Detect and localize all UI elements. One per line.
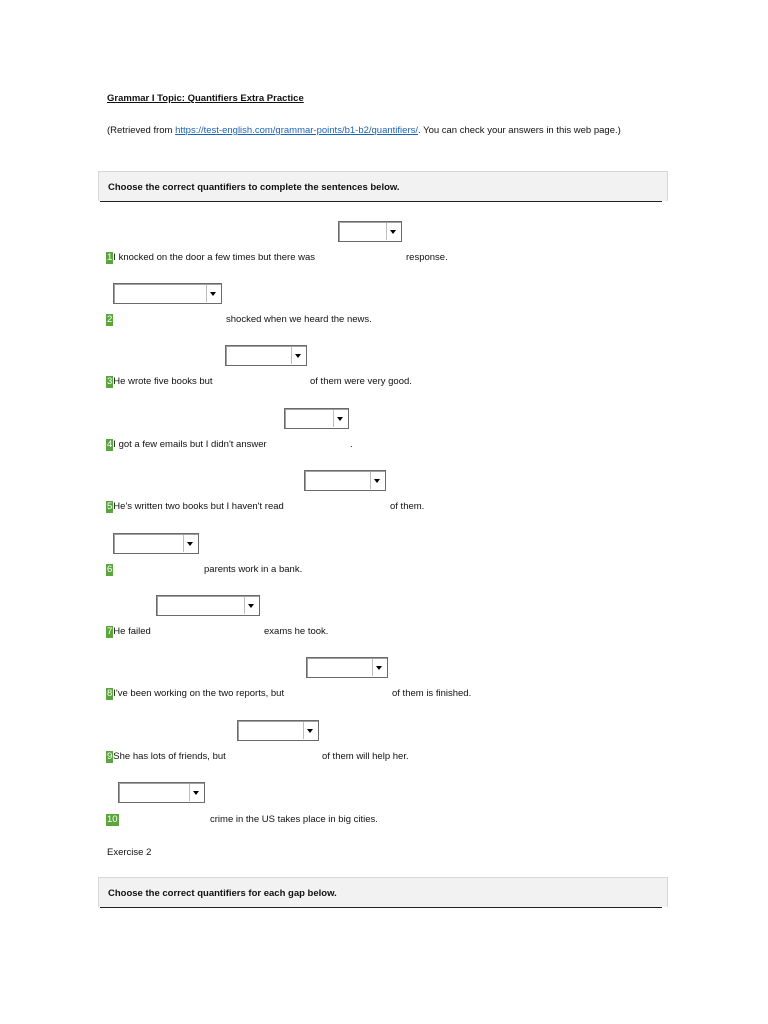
question-text-before: I knocked on the door a few times but there was (113, 252, 316, 263)
answer-dropdown-6[interactable] (113, 533, 199, 554)
question-number-2-row (106, 314, 113, 326)
question-text-after: . (350, 439, 353, 450)
question-number-5-row (106, 501, 284, 513)
question-number-badge: 6 (107, 564, 113, 575)
answer-dropdown-7[interactable] (156, 595, 260, 616)
answer-dropdown-1[interactable] (338, 221, 402, 242)
answer-dropdown-8[interactable] (306, 657, 388, 678)
question-number-10-row (106, 814, 119, 826)
question-text-after: response. (406, 252, 448, 263)
chevron-down-icon[interactable] (386, 223, 400, 240)
question-text-after: crime in the US takes place in big cities. (210, 814, 378, 825)
divider (100, 907, 662, 908)
question-number-8-row (106, 688, 284, 700)
exercise2-heading: Exercise 2 (107, 847, 152, 858)
answer-dropdown-5[interactable] (304, 470, 386, 491)
question-text-after: exams he took. (264, 626, 329, 637)
answer-dropdown-3[interactable] (225, 345, 307, 366)
chevron-down-icon[interactable] (244, 597, 258, 614)
question-number-4-row (106, 439, 267, 451)
question-number-badge: 3 (107, 376, 113, 387)
question-number-badge: 1 (107, 252, 113, 263)
chevron-down-icon[interactable] (303, 722, 317, 739)
chevron-down-icon[interactable] (189, 784, 203, 801)
question-text-before: I got a few emails but I didn't answer (113, 439, 267, 450)
source-prefix: (Retrieved from (107, 125, 176, 136)
question-text-after: of them will help her. (322, 751, 409, 762)
question-number-badge: 5 (107, 501, 113, 512)
question-text-before: I've been working on the two reports, but (113, 688, 285, 699)
source-link[interactable]: https://test-english.com/grammar-points/b1-b2/quantifiers/ (175, 125, 418, 136)
question-text-before: He's written two books but I haven't read (113, 501, 284, 512)
question-number-badge: 9 (107, 751, 113, 762)
exercise2-instruction: Choose the correct quantifiers for each gap below. (108, 888, 337, 899)
question-text-before: He wrote five books but (113, 376, 213, 387)
question-text-after: of them is finished. (392, 688, 472, 699)
question-text-after: parents work in a bank. (204, 564, 303, 575)
answer-dropdown-10[interactable] (118, 782, 205, 803)
question-number-badge: 10 (107, 814, 118, 825)
question-number-badge: 2 (107, 314, 113, 325)
question-number-badge: 4 (107, 439, 113, 450)
chevron-down-icon[interactable] (370, 472, 384, 489)
question-number-9-row (106, 751, 226, 763)
chevron-down-icon[interactable] (183, 535, 197, 552)
divider (100, 201, 662, 202)
chevron-down-icon[interactable] (333, 410, 347, 427)
question-text-after: of them. (390, 501, 425, 512)
question-number-3-row (106, 376, 213, 388)
question-text-before: She has lots of friends, but (113, 751, 226, 762)
question-number-7-row (106, 626, 151, 638)
question-text-after: shocked when we heard the news. (226, 314, 372, 325)
chevron-down-icon[interactable] (372, 659, 386, 676)
exercise2-instruction-box (98, 877, 668, 907)
question-number-1-row (106, 252, 315, 264)
document-title: Grammar I Topic: Quantifiers Extra Practice (107, 93, 304, 104)
question-text-after: of them were very good. (310, 376, 412, 387)
answer-dropdown-4[interactable] (284, 408, 349, 429)
question-text-before: He failed (113, 626, 151, 637)
answer-dropdown-9[interactable] (237, 720, 319, 741)
chevron-down-icon[interactable] (291, 347, 305, 364)
source-note (107, 124, 667, 138)
question-number-badge: 7 (107, 626, 113, 637)
exercise1-instruction-box (98, 171, 668, 201)
exercise1-instruction: Choose the correct quantifiers to complete the sentences below. (108, 182, 400, 193)
chevron-down-icon[interactable] (206, 285, 220, 302)
source-suffix: . You can check your answers in this web page.) (418, 125, 621, 136)
answer-dropdown-2[interactable] (113, 283, 222, 304)
question-number-badge: 8 (107, 688, 113, 699)
question-number-6-row (106, 564, 113, 576)
